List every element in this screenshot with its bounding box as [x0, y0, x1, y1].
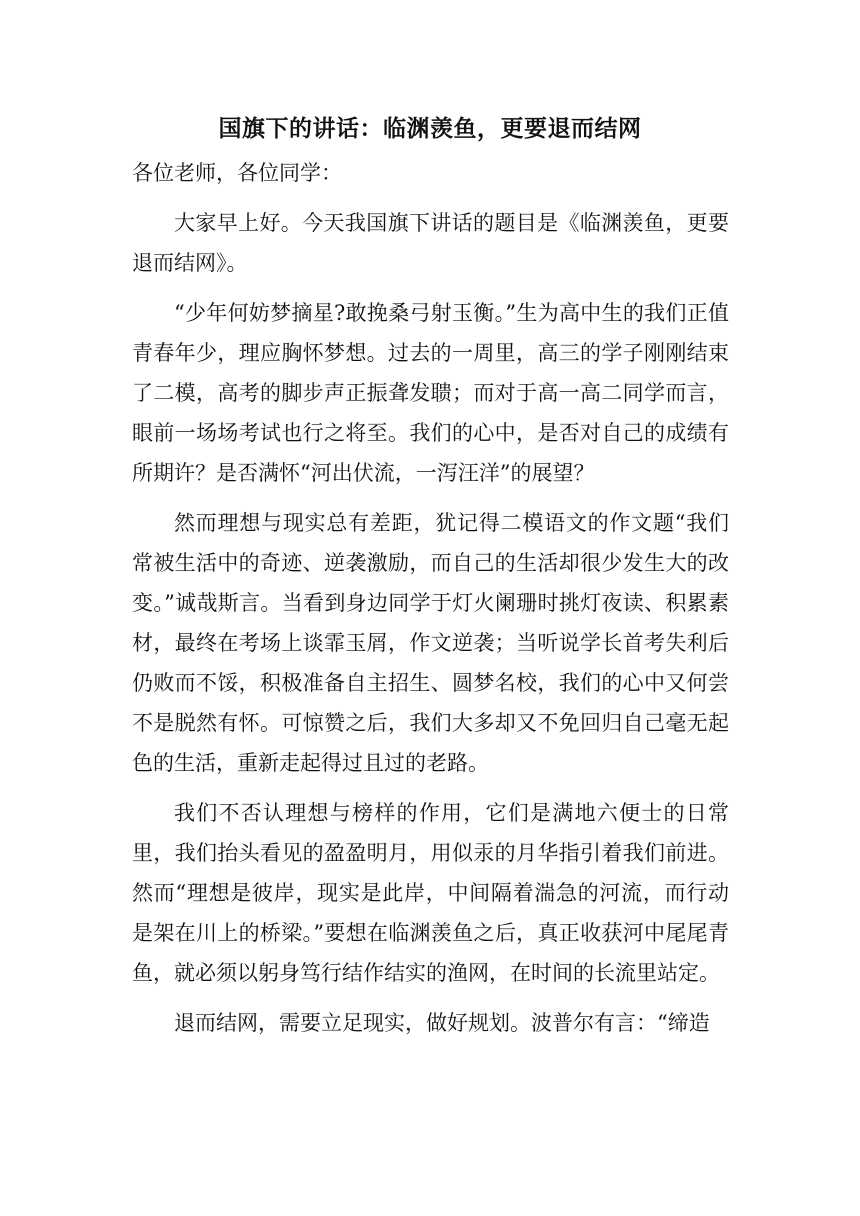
document-body	[132, 153, 729, 1043]
paragraph-3: 然而理想与现实总有差距，犹记得二模语文的作文题“我们常被生活中的奇迹、逆袭激励，而自己的生活却很少发生大的改变。”诚哉斯言。当看到身边同学于灯火阑珊时挑灯夜读、积累素材，最终在考场上谈霏玉屑，作文逆袭；当听说学长首考失利后仍败而不馁，积极准备自主招生、圆梦名校，我们的心中又何尝不是脱然有怀。可惊赞之后，我们大多却又不免回归自己毫无起色的生活，重新走起得过且过的老路。	[132, 511, 729, 775]
paragraph-5: 退而结网，需要立足现实，做好规划。波普尔有言：“缔造	[174, 1011, 710, 1035]
paragraph-1: 大家早上好。今天我国旗下讲话的题目是《临渊羡鱼，更要退而结网》。	[132, 211, 729, 275]
document-title: 国旗下的讲话：临渊羡鱼，更要退而结网	[218, 115, 642, 142]
greeting-line: 各位老师，各位同学：	[132, 161, 342, 185]
paragraph-2: “少年何妨梦摘星?敢挽桑弓射玉衡。”生为高中生的我们正值青春年少，理应胸怀梦想。过去的一周里，高三的学子刚刚结束了二模，高考的脚步声正振聋发聩；而对于高一高二同学而言，眼前一场场考试也行之将至。我们的心中，是否对自己的成绩有所期许？是否满怀“河出伏流，一泻汪洋”的展望？	[132, 301, 729, 485]
paragraph-4: 我们不否认理想与榜样的作用，它们是满地六便士的日常里，我们抬头看见的盈盈明月，用似汞的月华指引着我们前进。然而“理想是彼岸，现实是此岸，中间隔着湍急的河流，而行动是架在川上的桥梁。”要想在临渊羡鱼之后，真正收获河中尾尾青鱼，就必须以躬身笃行结作结实的渔网，在时间的长流里站定。	[132, 801, 729, 985]
